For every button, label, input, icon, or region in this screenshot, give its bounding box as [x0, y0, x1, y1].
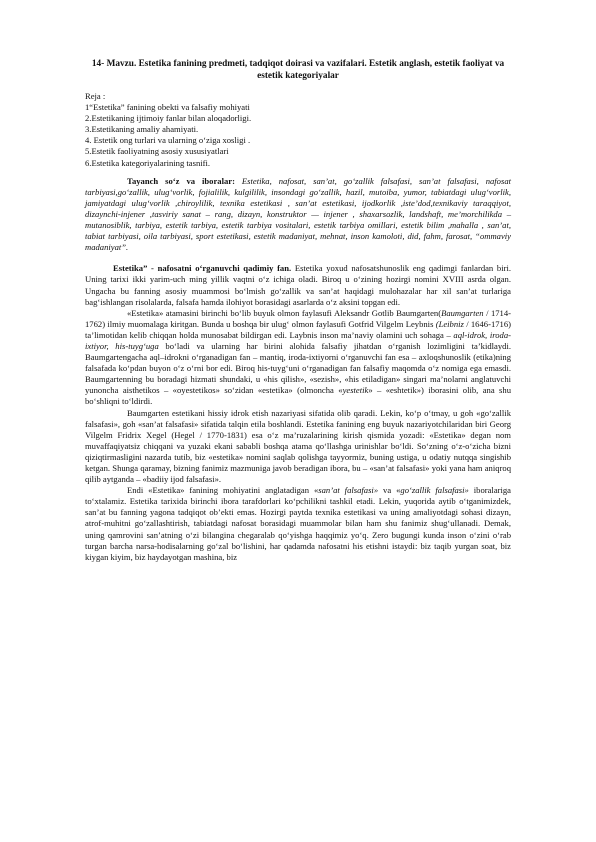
italic-run: Baumgarten [441, 307, 484, 318]
italic-run: (Leibniz [435, 318, 464, 329]
italic-run: yestetik [342, 385, 369, 396]
italic-run: san’at falsafasi» [318, 485, 379, 496]
plan-item: 6.Estetika kategoriyalarining tasnifi. [85, 157, 211, 168]
text-run: «Estetika» atamasini birinchi bo‘lib buyuk olmon faylasufi Aleksandr Gotlib Baumgarten( [127, 307, 442, 318]
keywords-text: Estetika, nafosat, san’at, go‘zallik falsafasi, san’at falsafasi, nafosat tarbiyasi,go‘zallik, ulug‘vorlik, fojialilik, kulgililik, insondagi go‘zallik, hazil, mutoiba, yumor, tabiatdagi ulug‘vorlik, jamiyatdagi ulug‘vorlik ,chiroylilik, texnika estetikasi , san’at estetikasi, ijodkorlik ,iste’dod,texnikaviy taraqqiyot, dizaynchi-injener ,tasviriy sanat – rang, dizayn, konstruktor — injener , shaxarsozlik, landshaft, me’morchilikda – mutanosiblik, tarbiya, estetik tarbiya, estetik tarbiya vositalari, estetik tarbiya omillari, estetik bilim ,mahalla , san’at, tabiat tarbiyasi, oila tarbiyasi, sport estetikasi, estetik madaniyat, mehnat, inson kamoloti, did, fahm, farosat, “ommaviy madaniyat”. [85, 175, 512, 253]
text-run: va « [378, 485, 401, 496]
italic-run: go‘zallik falsafasi» [400, 485, 469, 496]
section-heading: Estetika” - nafosatni o‘rganuvchi qadimiy fan. [113, 263, 292, 274]
text-run: » – «eshtetik») iborasini olib, ana shu bo‘shliqni to‘ldirdi. [85, 385, 511, 407]
plan-item: 2.Estetikaning ijtimoiy fanlar bilan aloqadorligi. [85, 113, 252, 124]
text-run: Endi «Estetika» fanining mohiyatini anglatadigan « [127, 485, 319, 496]
plan-item: 3.Estetikaning amaliy ahamiyati. [85, 124, 199, 135]
italic-run: aql-idrok, iroda-ixtiyor, his-tuyg‘uga [85, 329, 511, 351]
body-paragraph [85, 308, 511, 408]
text-run: Baumgarten estetikani hissiy idrok etish nazariyasi sifatida olib qaradi. Lekin, ko‘p o‘tmay, u goh «go‘zallik falsafasi», goh «san’at falsafasi» sifatida talqin etila boshlandi. Estetika fanining eng buyuk nazariyotchilaridan biri Georg Vilgelm Fridrix Xegel (Hegel / 1770-1831) esa o‘z ma’ruzalarining kirish qismida yozadi: «Estetika» degan nom muvaffaqiyatsiz chiqqani va yuzaki ekani sababli boshqa atama qo‘llashga urinishlar bo‘ldi. So‘zning o‘z-o‘zicha bizni qiziqtirmasligini nazarda tutib, biz «estetika» nomini saqlab qolishga tayyormiz, buning ustiga, u odatiy nutqqa singishib ketgan. Shunga qaramay, bizning fanimiz mazmuniga javob beradigan ibora, bu – «san’at falsafasi» yoki yana ham aniqroq qilib aytganda – «badiiy ijod falsafasi». [85, 407, 511, 485]
section-paragraph [85, 263, 511, 307]
plan-item: 4. Estetik ong turlari va ularning o‘ziga xosligi . [85, 135, 251, 146]
keywords-label: Tayanch so‘z va iboralar: [127, 175, 235, 186]
document-title: 14- Mavzu. Estetika fanining predmeti, tadqiqot doirasi va vazifalari. Estetik anglash, estetik faoliyat va estetik kategoriyalar [91, 59, 505, 81]
keywords-paragraph [85, 176, 511, 254]
plan-item: 5.Estetik faoliyatning asosiy xususiyatlari [85, 146, 229, 157]
text-run: / 1646-1716) ta’limotidan kelib chiqqan holda munosabat bildirgan edi. Laybnis inson ma’naviy olamini uch sohaga – [85, 318, 511, 340]
plan-heading: Reja : [85, 91, 106, 101]
plan-list [85, 91, 511, 169]
section-text: Estetika yoxud nafosatshunoslik eng qadimgi fanlardan biri. Uning tarixi ikki yarim-uch ming yillik vaqtni o‘z ichiga oladi. Biroq u o‘zining hozirgi nomini XVIII asrda olgan. Ungacha bu fanning asosiy muammosi bo‘lmish go‘zallik va san’at haqidagi mulohazalar har xil san’at turlariga bag‘ishlangan risolalarda, falsafa hamda ilohiyot borasidagi asarlarda o‘z aksini topgan edi. [85, 263, 511, 307]
text-run: / 1714-1762) ilmiy muomalaga kiritgan. Bunda u boshqa bir ulug‘ olmon faylasufi Gotfrid Vilgelm Leybnis [85, 307, 511, 329]
text-run: iboralariga to‘xtalamiz. Estetika tarixida birinchi ibora tarafdorlari ko‘pchilikni tashkil etadi. Lekin, yuqorida aytib o‘tganimizdek, san’at bu fanning yagona tadqiqot ob’ekti emas. Hozirgi paytda texnika estetikasi va uning amaliyotdagi sohasi dizayn, atrof-muhitni go‘zallashtirish, tabiatdagi nafosat borasidagi muammolar bilan ham shu fanimiz shug‘ullanadi. Demak, uning qamrovini san’atning o‘zi bilangina chegaralab qo‘yishga haqqimiz yo‘q. Zero bugungi kunda inson o‘zini o‘rab turgan barcha narsa-hodisalarning go‘zal bo‘lishini, har qadamda nafosatni his etishni istaydi: biz taqib yurgan soat, biz kiygan kiyim, biz haydayotgan mashina, biz [85, 485, 511, 562]
text-run: bo‘ladi va ularning har birini alohida falsafiy jihatdan o‘rganish lozimligini ta’kidlaydi. Baumgartengacha aql–idrokni o‘rganadigan fan – mantiq, iroda-ixtiyorni o‘rganuvchi fan esa – axloqshunoslik (etika)ning falsafada ko‘pdan buyon o‘z o‘rni bor edi. Biroq his-tuyg‘uni o‘rganadigan fan falsafiy maqomda o‘z nomiga ega emasdi. Baumgartenning bu boradagi hizmati shundaki, u «his qilish», «sezish», «his etiladigan» singari ma’nolarni anglatuvchi yunoncha aisthetikos – «oyestetikos» so‘zidan «estetika» (olmoncha « [85, 340, 511, 396]
plan-item: 1“Estetika” fanining obekti va falsafiy mohiyati [85, 102, 250, 113]
body-paragraph [85, 485, 511, 563]
document-page [85, 58, 511, 563]
body-paragraph [85, 408, 511, 486]
